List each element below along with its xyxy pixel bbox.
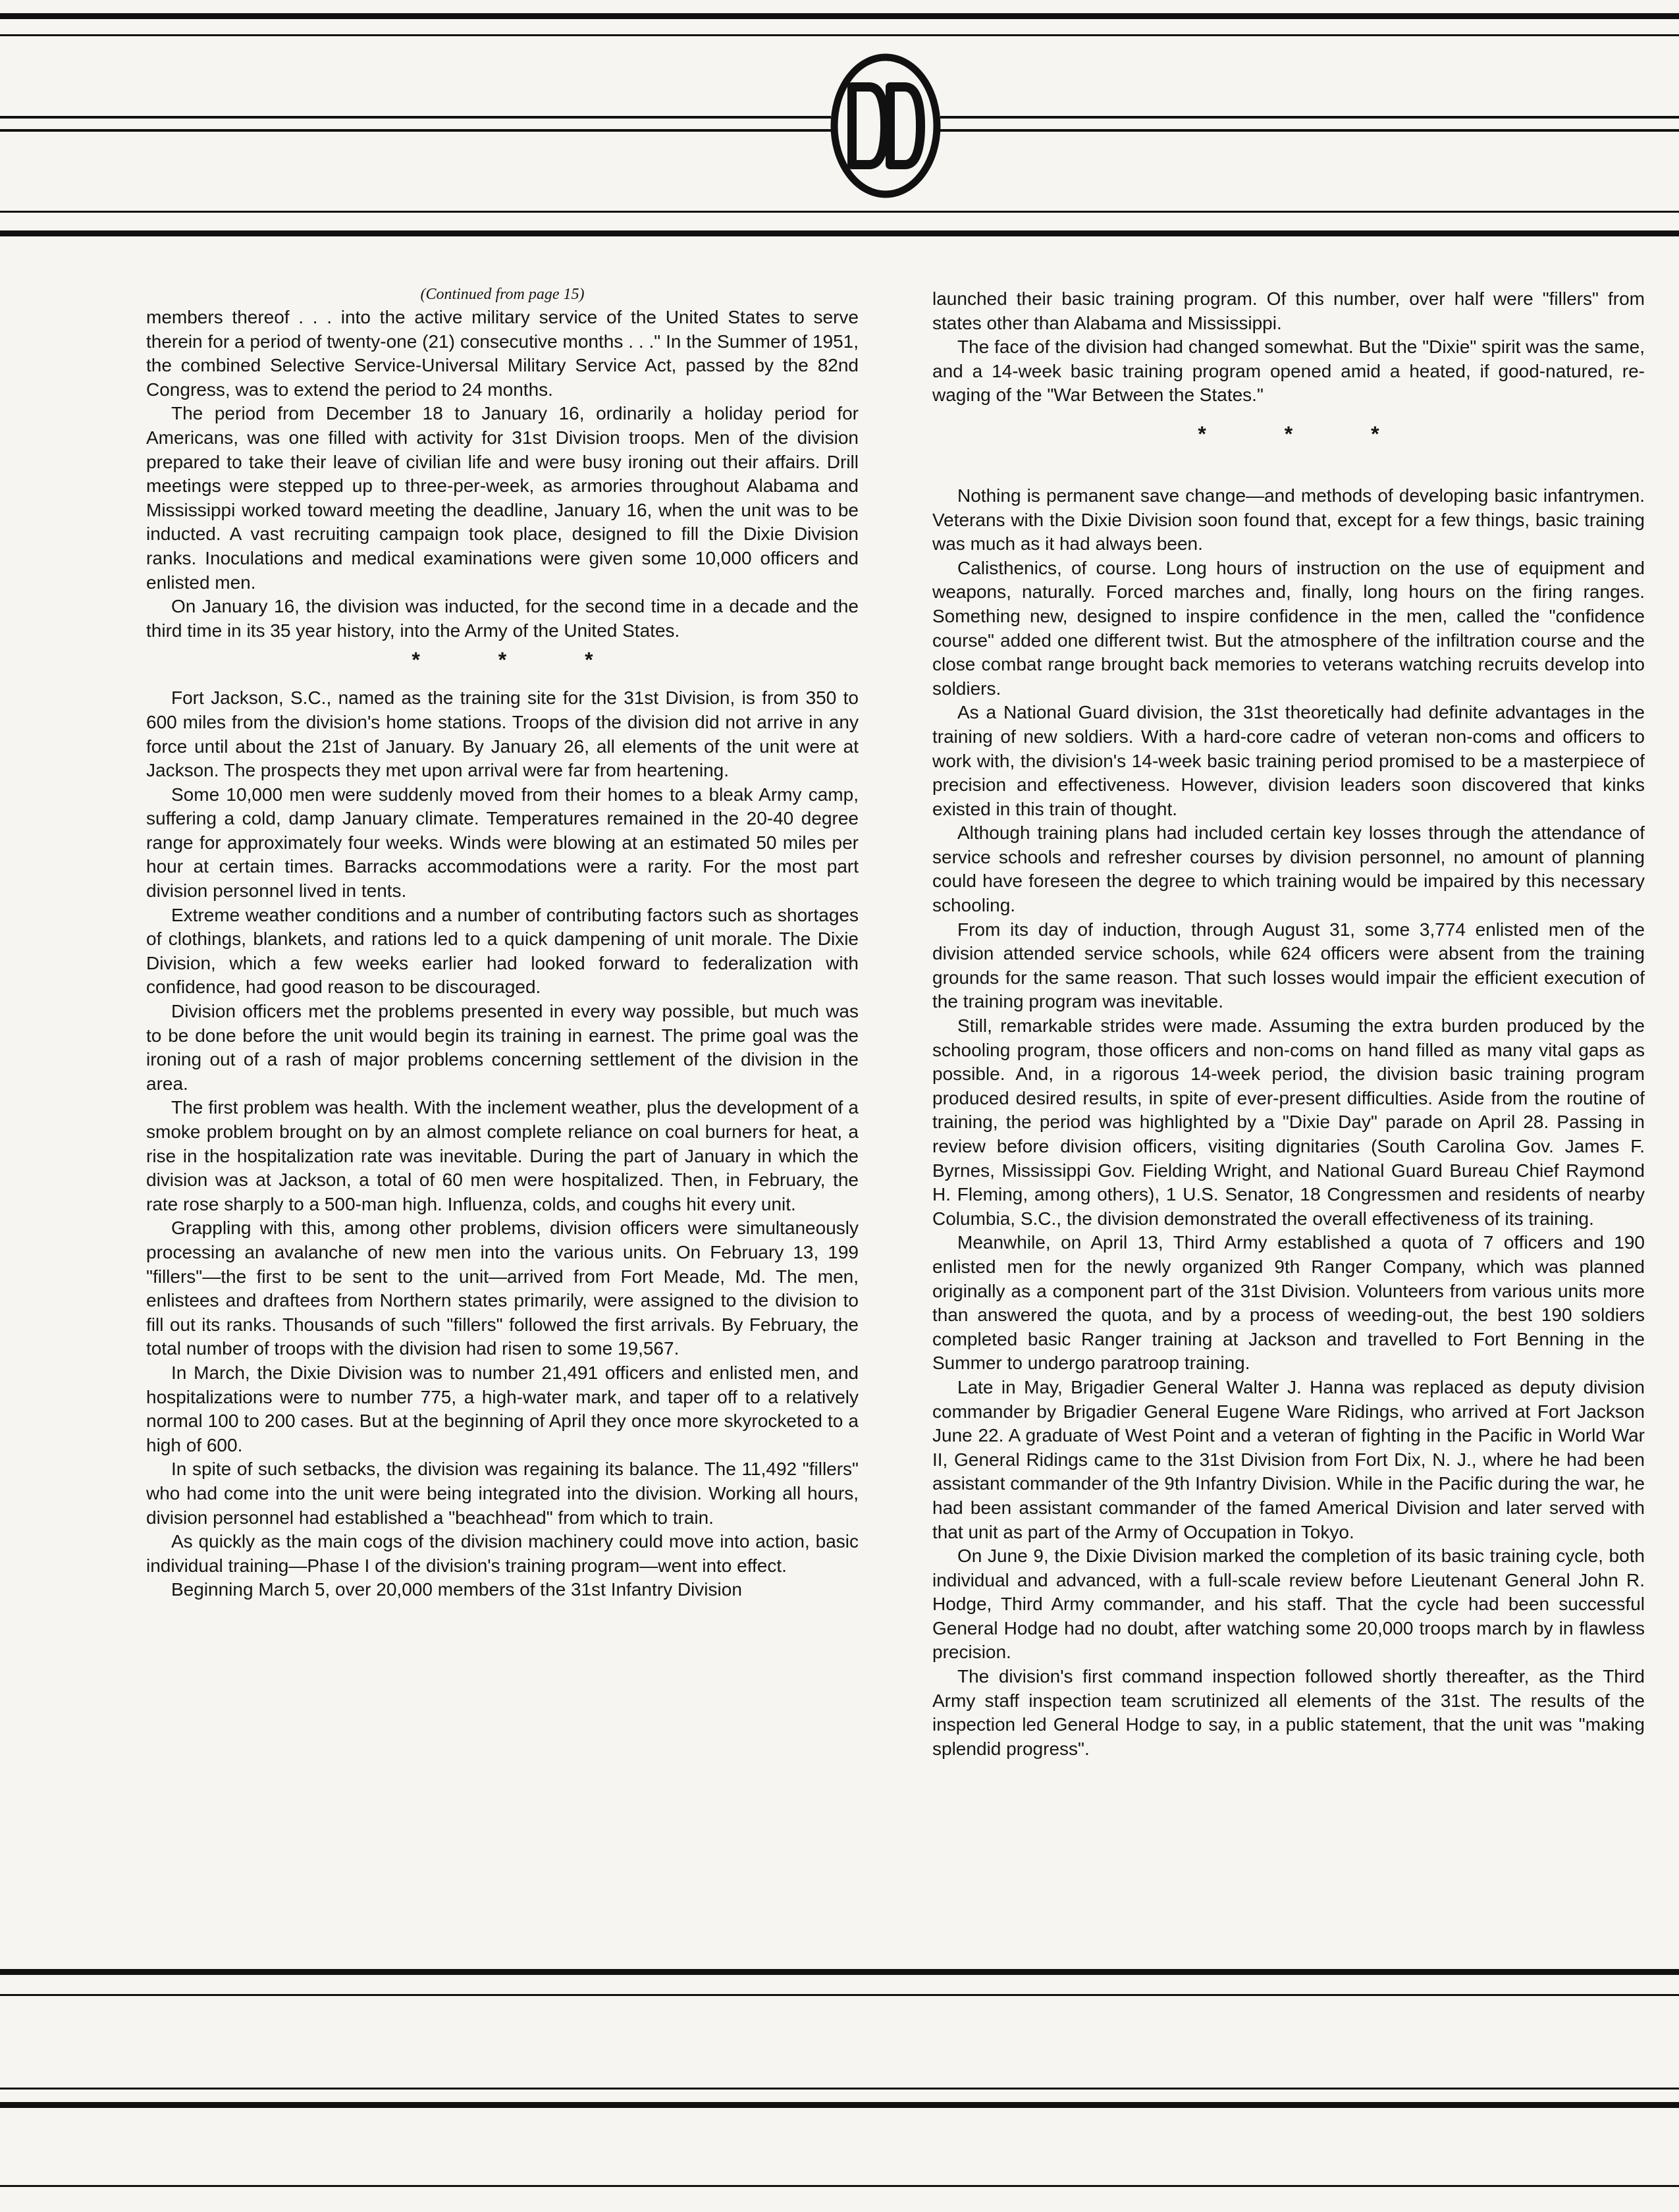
paragraph: Calisthenics, of course. Long hours of instruction on the use of equipment and weapons, naturally. Forced marches and, finally, long hours on the firing ranges. Something new, designed to inspire confidence in the men, called the "confidence course" added one different twist. But the atmosphere of the infiltration course and the close combat range brought back memories to veterans watching recruits develop into soldiers. [932,557,1645,699]
header-bottom-rule-1 [0,211,1679,213]
bottom-rule-4 [0,2102,1679,2108]
paragraph: Extreme weather conditions and a number of contributing factors such as shortages of clothings, blankets, and rations led to a quick dampening of unit morale. The Dixie Division, which a few weeks earlier had looked forward to federalization with confidence, had good reason to be discouraged. [146,904,859,998]
article-column-left [146,284,859,1944]
paragraph: On June 9, the Dixie Division marked the completion of its basic training cycle, both individual and advanced, with a full-scale review before Lieutenant General John R. Hodge, Third Army commander, and his staff. That the cycle had been successful General Hodge had no doubt, after watching some 20,000 troops march by in flawless precision. [932,1546,1645,1663]
paragraph: Meanwhile, on April 13, Third Army established a quota of 7 officers and 190 enlisted men for the newly organized 9th Ranger Company, which was planned originally as a component part of the 31st Division. Volunteers from various units more than answered the quota, and by a process of weeding-out, the best 190 soldiers completed basic Ranger training at Jackson and travelled to Fort Benning in the Summer to undergo paratroop training. [932,1232,1645,1374]
paragraph: On January 16, the division was inducted, for the second time in a decade and the third time in its 35 year history, into the Army of the United States. [146,596,859,641]
emblem-rule-right-1 [940,116,1679,119]
paragraph: Fort Jackson, S.C., named as the training site for the 31st Division, is from 350 to 600 miles from the division's home stations. Troops of the division did not arrive in any force until about the 21st of January. By January 26, all elements of the unit were at Jackson. The prospects they met upon arrival were far from heartening. [146,688,859,781]
continued-note: (Continued from page 15) [420,286,585,303]
top-rule-1 [0,13,1679,19]
section-separator: * * * [1198,421,1379,446]
header-bottom-rule-2 [0,230,1679,236]
bottom-rule-5 [0,2185,1679,2187]
bottom-rule-1 [0,1969,1679,1975]
paragraph: Division officers met the problems presented in every way possible, but much was to be done before the unit would begin its training in earnest. The prime goal was the ironing out of a rash of major problems concerning settlement of the division in the area. [146,1001,859,1094]
paragraph: Late in May, Brigadier General Walter J. Hanna was replaced as deputy division commander by Brigadier General Eugene Ware Ridings, who arrived at Fort Jackson June 22. A graduate of West Point and a veteran of fighting in the Pacific in World War II, General Ridings came to the 31st Division from Fort Dix, N. J., where he had been assistant commander of the 9th Infantry Division. While in the Pacific during the war, he had been assistant commander of the famed Americal Division and later served with that unit as part of the Army of Occupation in Tokyo. [932,1376,1645,1542]
paragraph: members thereof . . . into the active military service of the United States to serve therein for a period of twenty-one (21) consecutive months . . ." In the Summer of 1951, the combined Selective Service-Universal Military Service Act, passed by the 82nd Congress, was to extend the period to 24 months. [146,307,859,400]
paragraph: In spite of such setbacks, the division was regaining its balance. The 11,492 "fillers" who had come into the unit were being integrated into the division. Working all hours, division personnel had established a "beachhead" from which to train. [146,1459,859,1528]
paragraph: Nothing is permanent save change—and methods of developing basic infantrymen. Veterans with the Dixie Division soon found that, except for a few things, basic training was much as it had always been. [932,485,1645,554]
article-column-right [932,287,1645,1947]
paragraph: Grappling with this, among other problems, division officers were simultaneously processing an avalanche of new men into the various units. On February 13, 199 "fillers"—the first to be sent to the unit—arrived from Fort Meade, Md. The men, enlistees and draftees from Northern states primarily, were assigned to the division to fill out its ranks. Thousands of such "fillers" followed the first arrivals. By February, the total number of troops with the division had risen to some 19,567. [146,1218,859,1359]
paragraph: From its day of induction, through August 31, some 3,774 enlisted men of the division attended service schools, while 624 officers were absent from the training grounds for the same reason. That such losses would impair the efficient execution of the training program was inevitable. [932,919,1645,1012]
paragraph: Although training plans had included certain key losses through the attendance of service schools and refresher courses by division personnel, no amount of planning could have foreseen the degree to which training would be impaired by this necessary schooling. [932,823,1645,916]
dixie-division-emblem [830,53,942,199]
paragraph: Beginning March 5, over 20,000 members of the 31st Infantry Division [171,1579,742,1600]
top-rule-2 [0,34,1679,36]
paragraph: In March, the Dixie Division was to number 21,491 officers and enlisted men, and hospitalizations were to number 775, a high-water mark, and taper off to a relatively normal 100 to 200 cases. But at the beginning of April they once more skyrocketed to a high of 600. [146,1362,859,1455]
emblem-rule-left-1 [0,116,831,119]
section-separator: * * * [412,648,593,672]
paragraph: The face of the division had changed somewhat. But the "Dixie" spirit was the same, and a 14-week basic training program opened amid a heated, if good-natured, re-waging of the "War Between the States." [932,337,1645,406]
paragraph: Some 10,000 men were suddenly moved from their homes to a bleak Army camp, suffering a cold, damp January climate. Temperatures remained in the 20-40 degree range for approximately four weeks. Winds were blowing at an estimated 50 miles per hour at certain times. Barracks accommodations were a rarity. For the most part division personnel lived in tents. [146,784,859,902]
paragraph: launched their basic training program. Of this number, over half were "fillers" from states other than Alabama and Mississippi. [932,288,1645,333]
bottom-rule-2 [0,1994,1679,1996]
paragraph: Still, remarkable strides were made. Assuming the extra burden produced by the schooling program, those officers and non-coms on hand filled as many vital gaps as possible. And, in a rigorous 14-week period, the division basic training program produced desired results, in spite of ever-present difficulties. Aside from the routine of training, the period was highlighted by a "Dixie Day" parade on April 28. Passing in review before division officers, visiting dignitaries (South Carolina Gov. James F. Byrnes, Mississippi Gov. Fielding Wright, and National Guard Bureau Chief Raymond H. Fleming, among others), 1 U.S. Senator, 18 Congressmen and residents of nearby Columbia, S.C., the division demonstrated the overall effectiveness of its training. [932,1015,1645,1229]
paragraph: As a National Guard division, the 31st theoretically had definite advantages in the training of new soldiers. With a hard-core cadre of veteran non-coms and officers to work with, the division's 14-week basic training period promised to be a masterpiece of precision and effectiveness. However, division leaders soon discovered that kinks existed in this train of thought. [932,702,1645,819]
paragraph: The division's first command inspection followed shortly thereafter, as the Third Army staff inspection team scrutinized all elements of the 31st. The results of the inspection led General Hodge to say, in a public statement, that the unit was "making splendid progress". [932,1666,1645,1759]
paragraph: As quickly as the main cogs of the division machinery could move into action, basic individual training—Phase I of the division's training program—went into effect. [146,1531,859,1576]
emblem-rule-right-2 [940,129,1679,132]
bottom-rule-3 [0,2088,1679,2090]
emblem-rule-left-2 [0,129,831,132]
paragraph: The period from December 18 to January 16, ordinarily a holiday period for Americans, was one filled with activity for 31st Division troops. Men of the division prepared to take their leave of civilian life and were busy ironing out their affairs. Drill meetings were stepped up to three-per-week, as armories throughout Alabama and Mississippi worked toward meeting the deadline, January 16, when the unit was to be inducted. A vast recruiting campaign took place, designed to fill the Dixie Division ranks. Inoculations and medical examinations were given some 10,000 officers and enlisted men. [146,403,859,593]
double-d-insignia-icon [830,53,942,199]
paragraph: The first problem was health. With the inclement weather, plus the development of a smoke problem brought on by an almost complete reliance on coal burners for heat, a rise in the hospitalization rate was inevitable. During the part of January in which the division was at Jackson, a total of 60 men were hospitalized. Then, in February, the rate rose sharply to a 500-man high. Influenza, colds, and coughs hit every unit. [146,1097,859,1214]
